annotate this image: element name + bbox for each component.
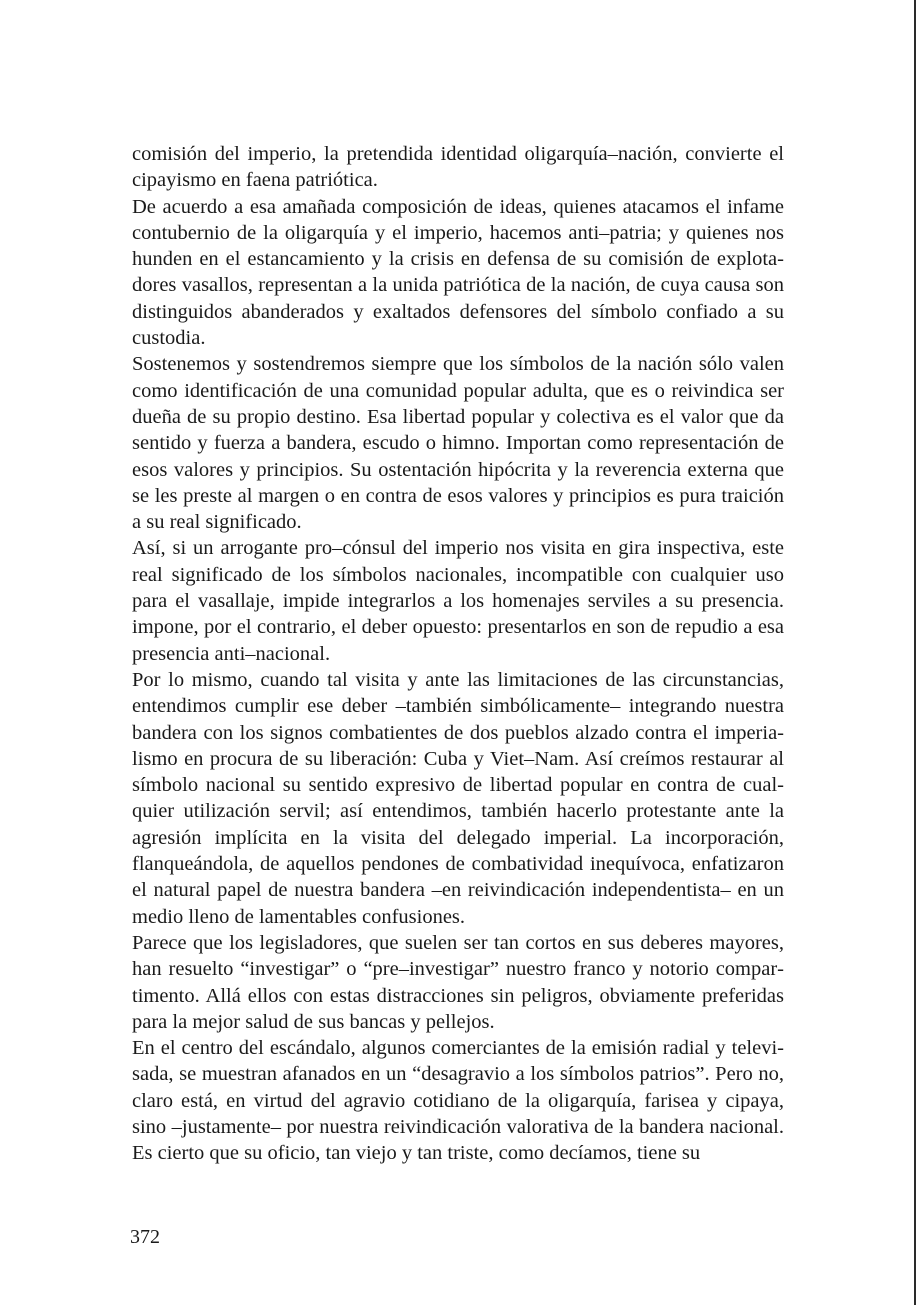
paragraph: Así, si un arrogante pro–cónsul del imperio nos visita en gira inspectiva, este real significado de los símbolos nacionales, incompatible con cualquier uso para el vasallaje, impide integrarlos a los homenajes serviles a su presencia. impone, por el contrario, el deber opuesto: presentarlos en son de repudio a esa presencia anti–nacional.	[132, 537, 784, 665]
page-number: 372	[130, 1226, 160, 1248]
paragraph: Sostenemos y sostendremos siempre que los símbolos de la nación sólo valen como identificación de una comunidad popular adulta, que es o reivindica ser dueña de su propio destino. Esa libertad popular y colectiva es el valor que da sentido y fuerza a bandera, escudo o himno. Importan como representación de esos valores y principios. Su ostentación hipócrita y la reverencia externa que se les preste al margen o en contra de esos valores y principios es pura traición a su real significado.	[132, 353, 784, 534]
paragraph: En el centro del escándalo, algunos comerciantes de la emisión radial y televisada, se muestran afanados en un “desagravio a los símbolos patrios”. Pero no, claro está, en virtud del agravio cotidiano de la oligarquía, farisea y cipaya, sino –justamente– por nuestra reivindicación valorativa de la bandera nacional. Es cierto que su oficio, tan viejo y tan triste, como decíamos, tiene su	[132, 1037, 784, 1165]
body-text	[132, 141, 784, 1167]
paragraph: De acuerdo a esa amañada composición de ideas, quienes atacamos el infame contubernio de la oligarquía y el imperio, hacemos anti–patria; y quienes nos hunden en el estancamiento y la crisis en defensa de su comisión de explotadores vasallos, representan a la unida patriótica de la nación, de cuya causa son distinguidos abanderados y exaltados defensores del símbolo confiado a su custodia.	[132, 195, 784, 350]
paragraph: Por lo mismo, cuando tal visita y ante las limitaciones de las circunstancias, entendimos cumplir ese deber –también simbólicamente– integrando nuestra bandera con los signos combatientes de dos pueblos alzado contra el imperialismo en procura de su liberación: Cuba y Viet–Nam. Así creímos restaurar al símbolo nacional su sentido expresivo de libertad popular en contra de cualquier utilización servil; así entendimos, también hacerlo protestante ante la agresión implícita en la visita del delegado imperial. La incorporación, flanqueándola, de aquellos pendones de combatividad inequívoca, enfatizaron el natural papel de nuestra bandera –en reivindicación independentista– en un medio lleno de lamentables confusiones.	[132, 668, 784, 928]
paragraph: Parece que los legisladores, que suelen ser tan cortos en sus deberes mayores, han resuelto “investigar” o “pre–investigar” nuestro franco y notorio compartimento. Allá ellos con estas distracciones sin peligros, obviamente preferidas para la mejor salud de sus bancas y pellejos.	[132, 931, 784, 1033]
paragraph: comisión del imperio, la pretendida identidad oligarquía–nación, convierte el cipayismo en faena patriótica.	[132, 143, 784, 192]
